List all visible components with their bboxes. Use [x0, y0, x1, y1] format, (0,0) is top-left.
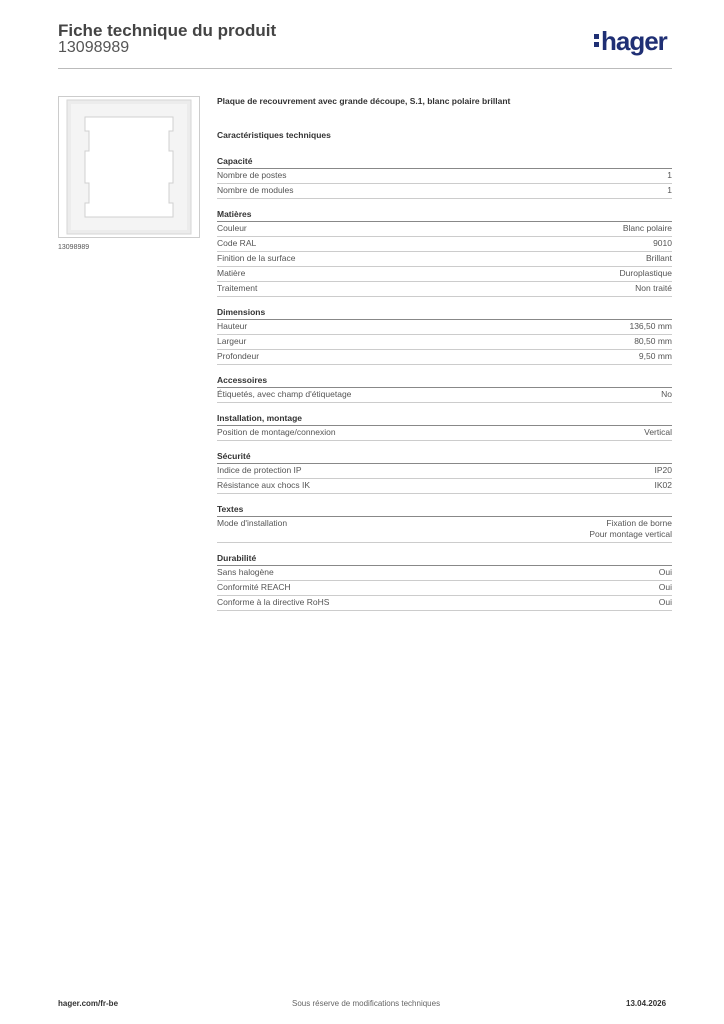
logo-dots-icon: [594, 31, 600, 49]
spec-label: Indice de protection IP: [217, 465, 302, 475]
spec-value: [661, 389, 672, 400]
spec-row: [217, 267, 672, 282]
spec-value: [623, 223, 672, 234]
section-title: Accessoires: [217, 374, 672, 388]
section-title: Installation, montage: [217, 412, 672, 426]
spec-section: [217, 155, 672, 199]
product-description: Plaque de recouvrement avec grande découpe, S.1, blanc polaire brillant: [217, 96, 511, 106]
spec-table: [217, 155, 672, 620]
spec-row: [217, 282, 672, 297]
spec-value-line: Duroplastique: [619, 268, 672, 278]
spec-label: Mode d'installation: [217, 518, 288, 528]
spec-row: [217, 426, 672, 441]
spec-row: [217, 581, 672, 596]
spec-section: [217, 412, 672, 441]
spec-value: [653, 238, 672, 249]
spec-label: Étiquetés, avec champ d'étiquetage: [217, 389, 352, 399]
section-title: Matières: [217, 208, 672, 222]
spec-value-line: Pour montage vertical: [589, 529, 672, 539]
spec-label: Couleur: [217, 223, 247, 233]
spec-value-line: 80,50 mm: [634, 336, 672, 346]
spec-label: Traitement: [217, 283, 258, 293]
spec-section: [217, 552, 672, 611]
specs-heading: Caractéristiques techniques: [217, 130, 331, 140]
spec-value-line: Blanc polaire: [622, 223, 672, 233]
spec-value: [620, 268, 672, 279]
section-title: Dimensions: [217, 306, 672, 320]
spec-value: [589, 518, 672, 540]
spec-row: [217, 596, 672, 611]
spec-value: [646, 253, 672, 264]
spec-value-line: 136,50 mm: [629, 321, 672, 331]
spec-value: [639, 351, 672, 362]
spec-value: [635, 283, 672, 294]
spec-value-line: 9,50 mm: [638, 351, 672, 361]
spec-value: [629, 321, 672, 332]
spec-value: [659, 597, 672, 608]
spec-label: Finition de la surface: [217, 253, 296, 263]
spec-label: Nombre de modules: [217, 185, 294, 195]
spec-row: [217, 566, 672, 581]
spec-value-line: 1: [667, 185, 672, 195]
spec-label: Code RAL: [217, 238, 257, 248]
spec-value: [667, 185, 672, 196]
spec-row: [217, 388, 672, 403]
spec-row: [217, 335, 672, 350]
footer-disclaimer: Sous réserve de modifications techniques: [292, 999, 441, 1008]
spec-value-line: No: [661, 389, 672, 399]
spec-label: Conforme à la directive RoHS: [217, 597, 330, 607]
spec-value-line: 1: [667, 170, 672, 180]
spec-section: [217, 306, 672, 365]
page-title: Fiche technique du produit: [58, 21, 277, 40]
spec-value: [634, 336, 672, 347]
spec-value: [659, 567, 672, 578]
footer-website-link[interactable]: hager.com/fr-be: [58, 999, 119, 1008]
spec-row: [217, 252, 672, 267]
spec-section: [217, 503, 672, 543]
spec-value-line: Oui: [658, 597, 672, 607]
logo-text: hager: [601, 26, 667, 56]
spec-value-line: Vertical: [644, 427, 672, 437]
spec-value: [655, 480, 673, 491]
spec-label: Hauteur: [217, 321, 248, 331]
spec-value: [655, 465, 673, 476]
spec-section: [217, 208, 672, 297]
spec-row: [217, 184, 672, 199]
spec-row: [217, 479, 672, 494]
image-caption: 13098989: [58, 244, 90, 251]
footer-date: 13.04.2026: [626, 999, 667, 1008]
spec-label: Largeur: [217, 336, 247, 346]
spec-section: [217, 374, 672, 403]
header-divider: [58, 68, 672, 69]
spec-label: Conformité REACH: [217, 582, 291, 592]
spec-row: [217, 237, 672, 252]
spec-value: [644, 427, 672, 438]
spec-label: Nombre de postes: [217, 170, 287, 180]
spec-label: Position de montage/connexion: [217, 427, 336, 437]
spec-value-line: Non traité: [635, 283, 672, 293]
spec-label: Sans halogène: [217, 567, 274, 577]
spec-value-line: IP20: [654, 465, 672, 475]
cover-plate-image: [58, 96, 200, 238]
spec-value-line: Oui: [658, 582, 672, 592]
spec-label: Matière: [217, 268, 246, 278]
spec-value-line: Fixation de borne: [606, 518, 672, 528]
spec-value-line: 9010: [653, 238, 672, 248]
spec-value: [659, 582, 672, 593]
spec-section: [217, 450, 672, 494]
section-title: Textes: [217, 503, 672, 517]
hager-logo[interactable]: [594, 26, 667, 56]
spec-row: [217, 464, 672, 479]
spec-row: [217, 222, 672, 237]
spec-value-line: Oui: [658, 567, 672, 577]
spec-label: Résistance aux chocs IK: [217, 480, 311, 490]
spec-value-line: IK02: [654, 480, 672, 490]
section-title: Durabilité: [217, 552, 672, 566]
spec-value: [667, 170, 672, 181]
spec-value-line: Brillant: [646, 253, 672, 263]
spec-label: Profondeur: [217, 351, 260, 361]
spec-row: [217, 350, 672, 365]
product-code: 13098989: [58, 39, 130, 56]
spec-row: [217, 320, 672, 335]
section-title: Capacité: [217, 155, 672, 169]
spec-row: [217, 169, 672, 184]
section-title: Sécurité: [217, 450, 672, 464]
spec-row: [217, 517, 672, 543]
